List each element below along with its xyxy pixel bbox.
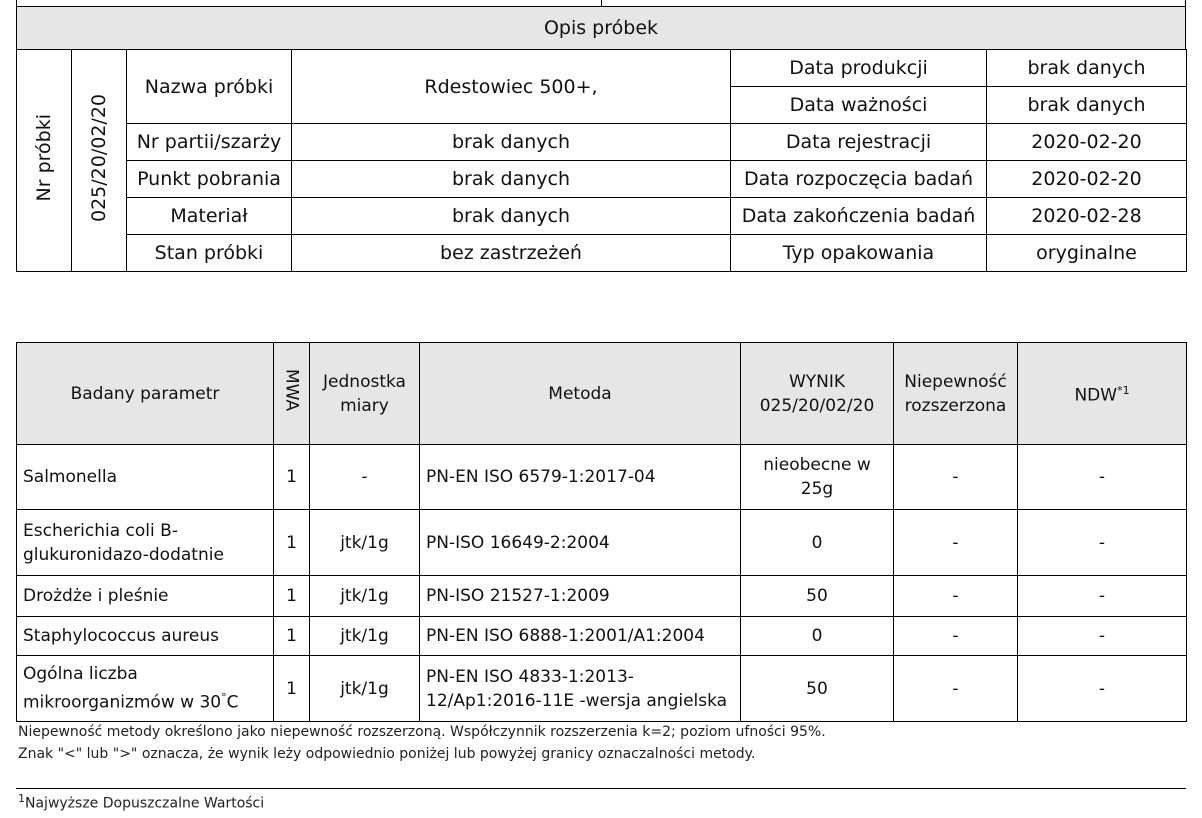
field-value: Rdestowiec 500+, [292, 50, 731, 124]
ndw-value: - [1018, 445, 1187, 510]
results-header-row [17, 343, 1187, 445]
header-unit-line1: Jednostka [323, 371, 406, 392]
footnote-divider [16, 788, 1186, 789]
method-value: PN-ISO 21527-1:2009 [420, 576, 741, 617]
unit-value: jtk/1g [310, 656, 420, 722]
field-value: 2020-02-20 [987, 161, 1187, 198]
unit-value: jtk/1g [310, 510, 420, 576]
sample-row [17, 161, 1187, 198]
uncertainty-value: - [894, 510, 1018, 576]
param-name: Staphylococcus aureus [17, 617, 274, 656]
sample-row [17, 198, 1187, 235]
header-ndw-label: NDW [1074, 385, 1118, 406]
result-value: 0 [741, 510, 894, 576]
header-unit [310, 343, 420, 445]
header-uncertainty-line1: Niepewność [904, 371, 1007, 392]
result-value: 50 [741, 656, 894, 722]
header-unit-line2: miary [340, 395, 389, 416]
param-cell [17, 656, 274, 722]
table-row [17, 510, 1187, 576]
uncertainty-value: - [894, 617, 1018, 656]
sample-number-label-cell [17, 50, 72, 272]
unit-value: jtk/1g [310, 576, 420, 617]
result-value: 0 [741, 617, 894, 656]
field-label: Data rozpoczęcia badań [731, 161, 987, 198]
table-row [17, 445, 1187, 510]
uncertainty-note: Niepewność metody określono jako niepewność rozszerzoną. Współczynnik rozszerzenia k=2; poziom ufności 95%. [18, 724, 826, 740]
method-value: PN-ISO 16649-2:2004 [420, 510, 741, 576]
sample-row [17, 235, 1187, 272]
header-result [741, 343, 894, 445]
param-cell [17, 445, 274, 510]
param-name: Drożdże i pleśnie [17, 576, 274, 617]
sample-description-title: Opis próbek [16, 6, 1186, 50]
result-line2: 25g [800, 479, 834, 499]
param-name: Salmonella [23, 467, 117, 487]
ndw-value: - [1018, 656, 1187, 722]
field-value: bez zastrzeżeń [292, 235, 731, 272]
method-value: PN-EN ISO 6888-1:2001/A1:2004 [420, 617, 741, 656]
uncertainty-value: - [894, 656, 1018, 722]
field-value: brak danych [987, 50, 1187, 87]
ndw-value: - [1018, 576, 1187, 617]
limit-sign-note: Znak "<" lub ">" oznacza, że wynik leży odpowiednio poniżej lub powyżej granicy oznaczalności metody. [18, 746, 756, 762]
field-value: brak danych [292, 124, 731, 161]
mwa-value: 1 [274, 445, 310, 510]
param-name-line1: Ogólna liczba [23, 664, 138, 685]
table-row [17, 656, 1187, 722]
param-name-line2: mikroorganizmów w 30 [23, 692, 222, 713]
field-label: Nazwa próbki [127, 50, 292, 124]
header-mwa-cell [274, 343, 310, 445]
sample-number-value: 025/20/02/20 [88, 94, 110, 222]
ndw-value: - [1018, 510, 1187, 576]
footnote-mark: 1 [18, 792, 25, 805]
header-parameter: Badany parametr [17, 343, 274, 445]
header-uncertainty [894, 343, 1018, 445]
param-cell [17, 510, 274, 576]
field-value: brak danych [292, 161, 731, 198]
result-line1: nieobecne w [763, 455, 871, 475]
header-ndw [1018, 343, 1187, 445]
param-name-line2: glukuronidazo-dodatnie [23, 544, 224, 565]
header-ndw-footnote-mark: *1 [1117, 384, 1130, 398]
mwa-value: 1 [274, 617, 310, 656]
degree-mark: ° [221, 691, 227, 705]
uncertainty-value: - [894, 445, 1018, 510]
table-row [17, 576, 1187, 617]
field-label: Punkt pobrania [127, 161, 292, 198]
field-value: 2020-02-28 [987, 198, 1187, 235]
sample-description-table [16, 49, 1187, 272]
field-label: Data rejestracji [731, 124, 987, 161]
header-method: Metoda [420, 343, 741, 445]
method-value: PN-EN ISO 6579-1:2017-04 [420, 445, 741, 510]
method-line2: 12/Ap1:2016-11E -wersja angielska [426, 690, 728, 711]
field-label: Stan próbki [127, 235, 292, 272]
unit-value: - [310, 445, 420, 510]
field-value: 2020-02-20 [987, 124, 1187, 161]
method-cell [420, 656, 741, 722]
field-label: Data ważności [731, 87, 987, 124]
field-value: brak danych [292, 198, 731, 235]
result-value: 50 [741, 576, 894, 617]
field-label: Data zakończenia badań [731, 198, 987, 235]
mwa-value: 1 [274, 656, 310, 722]
sample-number-value-cell [72, 50, 127, 272]
header-result-line1: WYNIK [788, 371, 846, 392]
field-label: Typ opakowania [731, 235, 987, 272]
uncertainty-value: - [894, 576, 1018, 617]
field-label: Materiał [127, 198, 292, 235]
param-name-line1: Escherichia coli B- [23, 520, 178, 541]
field-value: brak danych [987, 87, 1187, 124]
header-result-line2: 025/20/02/20 [759, 395, 875, 416]
unit-value: jtk/1g [310, 617, 420, 656]
footnote-text: Najwyższe Dopuszczalne Wartości [25, 795, 265, 812]
mwa-value: 1 [274, 510, 310, 576]
table-row [17, 617, 1187, 656]
header-uncertainty-line2: rozszerzona [904, 395, 1007, 416]
mwa-value: 1 [274, 576, 310, 617]
ndw-value: - [1018, 617, 1187, 656]
sample-number-label: Nr próbki [33, 114, 55, 202]
param-name-unit: C [226, 692, 239, 713]
field-value: oryginalne [987, 235, 1187, 272]
result-cell [741, 445, 894, 510]
sample-row [17, 124, 1187, 161]
field-label: Nr partii/szarży [127, 124, 292, 161]
results-table [16, 342, 1187, 722]
footnote [18, 792, 264, 812]
field-label: Data produkcji [731, 50, 987, 87]
sample-row [17, 50, 1187, 87]
method-line1: PN-EN ISO 4833-1:2013- [426, 666, 634, 687]
header-mwa: MWA [281, 368, 302, 412]
